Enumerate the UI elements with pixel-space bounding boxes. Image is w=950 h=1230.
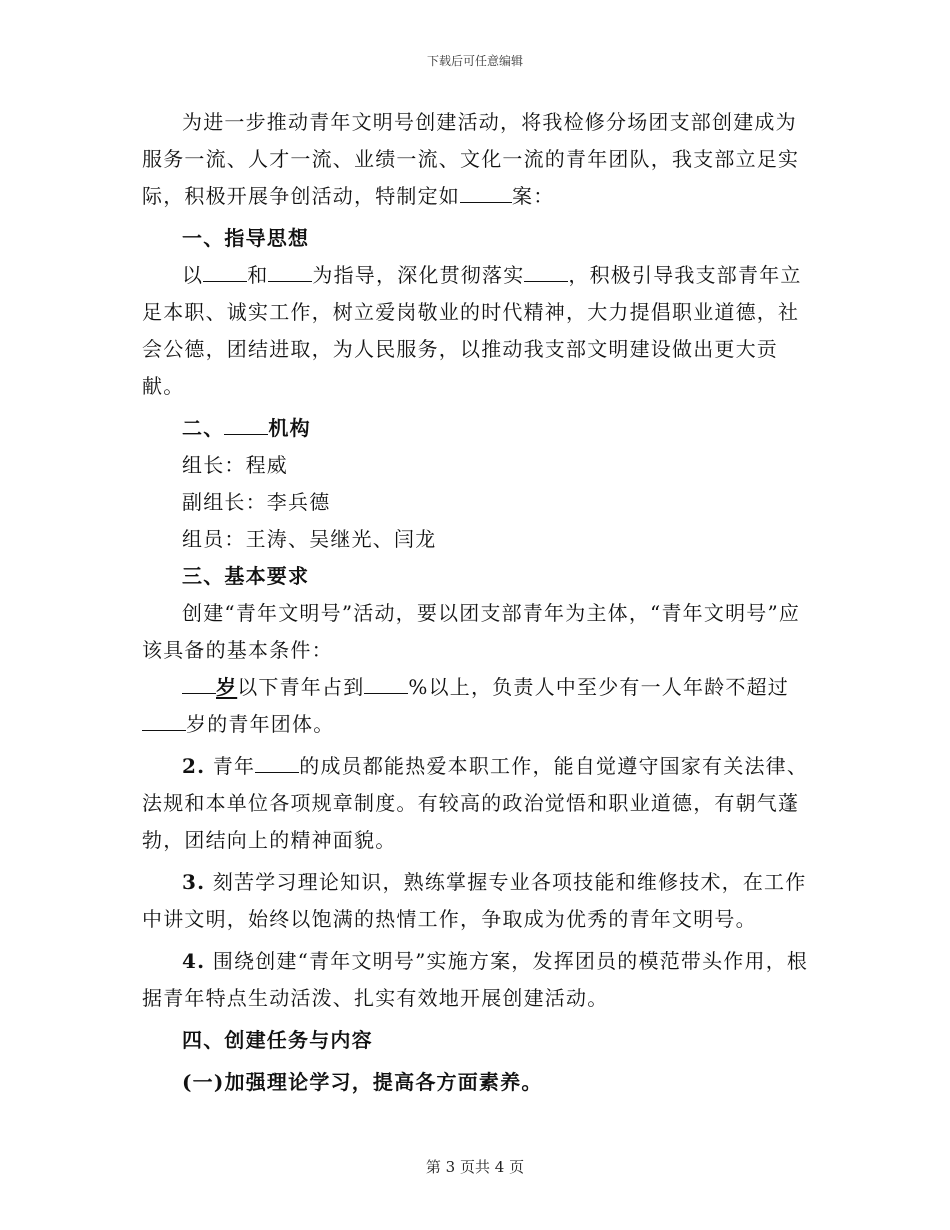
requirement-item-4: 4. 围绕创建“青年文明号”实施方案，发挥团员的模范带头作用，根据青年特点生动活泼、扎实有效地开展创建活动。 [142,949,809,1010]
requirement-item-3: 3. 刻苦学习理论知识，熟练掌握专业各项技能和维修技术，在工作中讲文明，始终以饱满的热情工作，争取成为优秀的青年文明号。 [142,870,807,931]
intro-paragraph: 为进一步推动青年文明号创建活动，将我检修分场团支部创建成为服务一流、人才一流、业绩一流、文化一流的青年团队，我支部立足实际，积极开展争创活动，特制定如 案： [142,110,800,208]
section-heading-1: 一、指导思想 [182,226,310,250]
section-heading-3: 三、基本要求 [182,564,310,588]
blank-line [203,281,247,282]
blank-line [182,693,216,694]
blank-line [142,730,186,731]
deputy-line: 副组长：李兵德 [182,490,331,514]
requirements-paragraph: 创建“青年文明号”活动，要以团支部青年为主体，“青年文明号”应该具备的基本条件： [142,601,801,662]
blank-line [268,281,312,282]
blank-line [224,434,268,435]
requirement-item-2: 2. 青年 的成员都能热爱本职工作，能自觉遵守国家有关法律、法规和本单位各项规章制度。有较高的政治觉悟和职业道德，有朝气蓬勃，团结向上的精神面貌。 [142,754,809,852]
subsection-heading-4-1: (一)加强理论学习，提高各方面素养。 [182,1070,543,1094]
blank-line [460,202,512,203]
members-line: 组员：王涛、吴继光、闫龙 [182,527,437,551]
section-heading-4: 四、创建任务与内容 [182,1028,373,1052]
blank-line [524,281,568,282]
blank-line [364,693,408,694]
document-body [142,104,812,1101]
blank-line [255,772,299,773]
requirement-item-1: 岁以下青年占到 %以上，负责人中至少有一人年龄不超过岁的青年团体。 [142,669,812,743]
leader-line: 组长：程威 [182,453,288,477]
section-heading-2: 二、 机构 [182,416,311,440]
guiding-paragraph: 以 和 为指导，深化贯彻落实 ，积极引导我支部青年立足本职、诚实工作，树立爱岗敬业的时代精神，大力提倡职业道德，社会公德，团结进取，为人民服务，以推动我支部文明建设做出更大贡献。 [142,263,802,398]
page-footer: 第 3 页共 4 页 [425,1158,525,1176]
page-header: 下载后可任意编辑 [426,54,523,68]
